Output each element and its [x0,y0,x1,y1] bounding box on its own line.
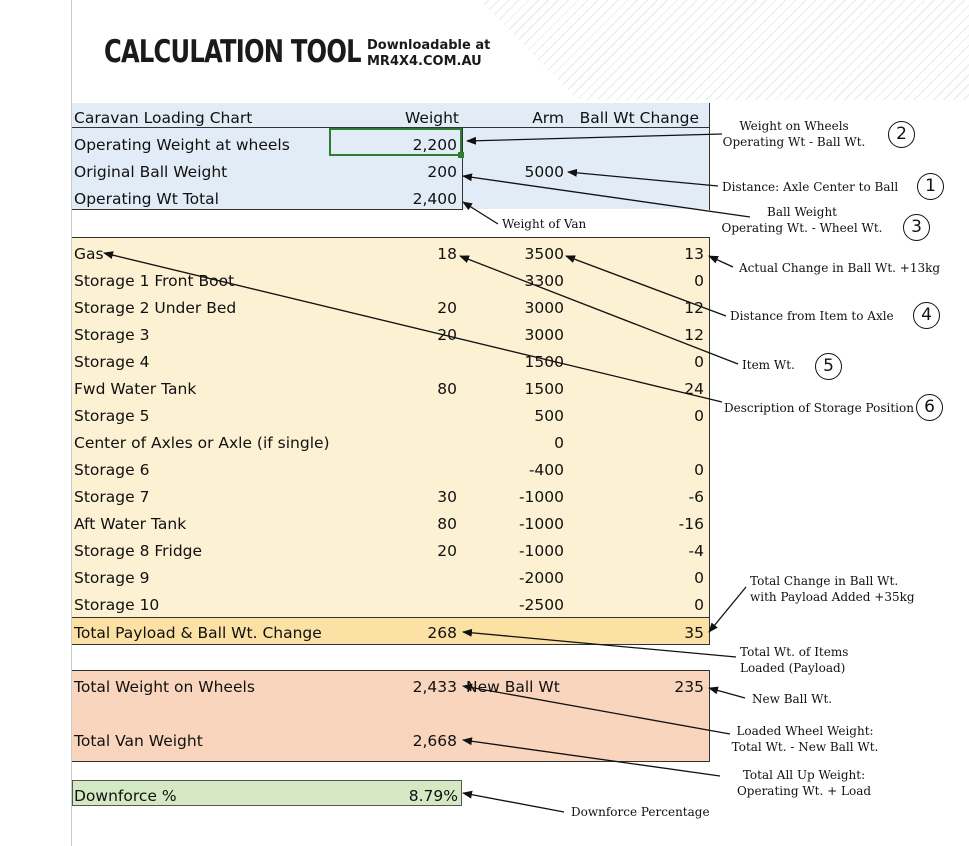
item-row-arm[interactable]: -1000 [518,542,564,560]
header-weight: Weight [404,109,459,127]
item-row-arm[interactable]: 1500 [524,380,564,398]
downforce-value[interactable]: 8.79% [408,787,458,805]
arrow-actual-change [709,256,733,267]
arrow-weight-of-van [463,202,498,224]
callout-2: 2 [888,121,915,148]
total-ball-change-value[interactable]: 35 [684,624,704,642]
operating-weight-label: Operating Weight at wheels [74,136,290,154]
note-all-up [730,767,878,799]
operating-total-value[interactable]: 2,400 [412,190,457,208]
arrow-item-wt [460,256,738,364]
item-row-arm[interactable]: 3300 [524,272,564,290]
item-row-arm[interactable]: -1000 [518,488,564,506]
item-row-label: Storage 10 [74,596,160,614]
item-row-ball-change[interactable]: -4 [688,542,704,560]
note-payload-line1: Total Wt. of Items [740,645,849,659]
item-row-ball-change[interactable]: 12 [684,326,704,344]
note-weight-on-wheels-line2: Operating Wt - Ball Wt. [722,135,866,149]
note-description: Description of Storage Position [724,401,914,415]
item-row-ball-change[interactable]: 12 [684,299,704,317]
item-row-weight[interactable]: 20 [437,326,457,344]
note-payload [740,644,848,676]
note-ball-weight-line1: Ball Weight [767,205,837,219]
item-row-label: Aft Water Tank [74,515,187,533]
note-ball-weight-line2: Operating Wt. - Wheel Wt. [721,221,883,235]
callout-4: 4 [913,302,940,329]
note-all-up-line1: Total All Up Weight: [742,768,866,782]
item-row-label: Fwd Water Tank [74,380,197,398]
note-distance: Distance: Axle Center to Ball [722,180,899,194]
downforce-label: Downforce % [74,787,177,805]
item-row-arm[interactable]: 3000 [524,299,564,317]
item-row-arm[interactable]: 3000 [524,326,564,344]
note-item-wt: Item Wt. [742,358,795,372]
item-row-arm[interactable]: 500 [534,407,564,425]
item-row-ball-change[interactable]: 0 [694,272,704,290]
item-row-ball-change[interactable]: 0 [694,461,704,479]
note-new-ball: New Ball Wt. [752,692,833,706]
item-row-ball-change[interactable]: 0 [694,569,704,587]
item-row-ball-change[interactable]: 13 [684,245,704,263]
item-row-label: Storage 4 [74,353,150,371]
new-ball-wt-label: New Ball Wt [466,678,560,696]
item-row-arm[interactable]: -400 [528,461,564,479]
item-row-weight[interactable]: 20 [437,299,457,317]
total-payload-value[interactable]: 268 [427,624,457,642]
item-row-ball-change[interactable]: 0 [694,407,704,425]
header-arm: Arm [532,109,564,127]
note-loaded-wheel-line1: Loaded Wheel Weight: [736,724,874,738]
note-total-change-line1: Total Change in Ball Wt. [750,574,899,588]
note-weight-of-van: Weight of Van [502,217,587,231]
download-note-url[interactable]: MR4X4.COM.AU [367,54,482,69]
arrow-description [104,253,722,402]
page-title: CALCULATION TOOL [104,34,361,70]
item-row-arm[interactable]: 3500 [524,245,564,263]
arrow-payload [463,632,736,657]
item-row-label: Gas [74,245,104,263]
new-ball-wt-value[interactable]: 235 [674,678,704,696]
item-row-label: Storage 5 [74,407,150,425]
header-label: Caravan Loading Chart [74,109,253,127]
item-row-ball-change[interactable]: -16 [678,515,704,533]
note-loaded-wheel-line2: Total Wt. - New Ball Wt. [731,740,879,754]
item-row-weight[interactable]: 18 [437,245,457,263]
callout-6: 6 [916,394,943,421]
item-row-label: Storage 8 Fridge [74,542,203,560]
note-total-change [750,573,915,605]
item-row-label: Center of Axles or Axle (if single) [74,434,330,452]
note-ball-weight [716,204,888,236]
item-row-arm[interactable]: -2000 [518,569,564,587]
note-distance-item: Distance from Item to Axle [730,309,894,323]
note-actual-change: Actual Change in Ball Wt. +13kg [739,261,941,275]
item-row-label: Storage 2 Under Bed [74,299,237,317]
arrow-loaded-wheel [463,686,730,734]
item-row-arm[interactable]: 1500 [524,353,564,371]
item-row-arm[interactable]: -2500 [518,596,564,614]
item-row-ball-change[interactable]: -6 [688,488,704,506]
operating-total-label: Operating Wt Total [74,190,219,208]
item-row-label: Storage 1 Front Boot [74,272,235,290]
note-all-up-line2: Operating Wt. + Load [736,784,872,798]
download-note-line1: Downloadable at [367,38,491,53]
arrow-new-ball [709,688,745,698]
note-loaded-wheel [720,723,890,755]
note-total-change-line2: with Payload Added +35kg [750,590,915,604]
callout-3: 3 [903,214,930,241]
item-row-label: Storage 9 [74,569,150,587]
item-row-label: Storage 7 [74,488,150,506]
note-weight-on-wheels-line1: Weight on Wheels [739,119,849,133]
callout-5: 5 [815,353,842,380]
original-ball-weight-value[interactable]: 200 [427,163,457,181]
header-ball-change: Ball Wt Change [579,109,699,127]
arrow-weight-on-wheels [467,134,722,141]
arrow-total-change [709,587,746,632]
wheels-total-value[interactable]: 2,433 [412,678,457,696]
item-row-ball-change[interactable]: 24 [684,380,704,398]
note-weight-on-wheels [714,118,874,150]
item-row-ball-change[interactable]: 0 [694,596,704,614]
note-downforce: Downforce Percentage [571,805,710,819]
arrow-downforce [463,793,564,812]
item-row-weight[interactable]: 80 [437,380,457,398]
item-row-label: Storage 3 [74,326,150,344]
original-ball-weight-label: Original Ball Weight [74,163,228,181]
operating-weight-value[interactable]: 2,200 [412,136,457,154]
item-row-arm[interactable]: 0 [554,434,564,452]
item-row-weight[interactable]: 30 [437,488,457,506]
arrow-ball-weight [463,176,750,217]
note-payload-line2: Loaded (Payload) [740,661,846,675]
wheels-total-label: Total Weight on Wheels [74,678,255,696]
arrow-all-up [463,740,720,776]
item-row-weight[interactable]: 20 [437,542,457,560]
item-row-arm[interactable]: -1000 [518,515,564,533]
item-row-weight[interactable]: 80 [437,515,457,533]
arrow-distance [568,172,718,186]
van-total-label: Total Van Weight [74,732,203,750]
callout-1: 1 [917,173,944,200]
original-ball-arm-value[interactable]: 5000 [524,163,564,181]
van-total-value[interactable]: 2,668 [412,732,457,750]
total-payload-label: Total Payload & Ball Wt. Change [74,624,322,642]
item-row-label: Storage 6 [74,461,150,479]
item-row-ball-change[interactable]: 0 [694,353,704,371]
